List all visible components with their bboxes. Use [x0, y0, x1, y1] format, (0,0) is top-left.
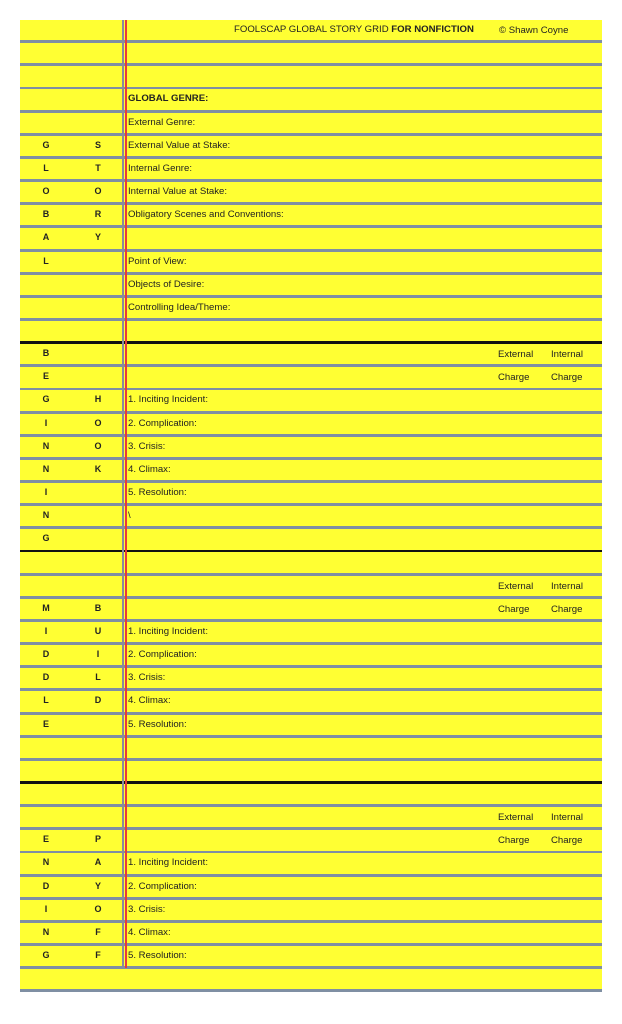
grid-row — [20, 784, 602, 807]
vertical-letter-left: M — [42, 602, 50, 613]
row-label: Internal Value at Stake: — [128, 186, 228, 198]
vertical-letter-right: H — [94, 394, 102, 405]
grid-row — [20, 877, 602, 900]
grid-row — [20, 89, 602, 112]
vertical-letter-left: E — [42, 371, 49, 382]
header-row — [20, 20, 602, 43]
grid-row — [20, 969, 602, 992]
row-label: 3. Crisis: — [128, 440, 166, 452]
grid-row — [20, 923, 602, 946]
grid-row — [20, 159, 602, 182]
external-charge-label: Charge — [498, 835, 530, 847]
grid-row — [20, 228, 602, 251]
vertical-letter-left: I — [44, 625, 48, 636]
grid-row — [20, 599, 602, 622]
row-label: 5. Resolution: — [128, 718, 187, 730]
vertical-letter-right: R — [94, 209, 102, 220]
grid-row — [20, 113, 602, 136]
vertical-letter-left: O — [42, 186, 50, 197]
grid-row — [20, 390, 602, 413]
copyright-text: © Shawn Coyne — [499, 25, 569, 36]
row-label: 4. Climax: — [128, 695, 171, 707]
row-label: Internal Genre: — [128, 162, 192, 174]
grid-row — [20, 43, 602, 66]
grid-row — [20, 853, 602, 876]
vertical-letter-left: G — [42, 139, 50, 150]
grid-row — [20, 691, 602, 714]
vertical-letter-right: Y — [94, 232, 101, 243]
grid-row — [20, 460, 602, 483]
grid-row — [20, 437, 602, 460]
vertical-letter-left: D — [42, 880, 50, 891]
grid-row — [20, 367, 602, 390]
vertical-letter-right: D — [94, 695, 102, 706]
vertical-letter-right: K — [94, 463, 102, 474]
vertical-letter-right: F — [95, 926, 101, 937]
row-label: Controlling Idea/Theme: — [128, 301, 231, 313]
sheet-title: FOOLSCAP GLOBAL STORY GRID FOR NONFICTION — [234, 24, 474, 35]
vertical-letter-right: S — [94, 139, 101, 150]
grid-row — [20, 946, 602, 969]
grid-row — [20, 298, 602, 321]
external-charge-label: Charge — [498, 372, 530, 384]
grid-row — [20, 900, 602, 923]
internal-charge-label: Charge — [551, 603, 583, 615]
grid-row — [20, 622, 602, 645]
grid-row — [20, 552, 602, 575]
story-grid-sheet — [20, 20, 602, 968]
row-label: Point of View: — [128, 255, 187, 267]
margin-line-red — [125, 20, 127, 968]
grid-row — [20, 414, 602, 437]
row-label: 5. Resolution: — [128, 950, 187, 961]
row-label: 4. Climax: — [128, 463, 171, 475]
row-label: GLOBAL GENRE: — [128, 93, 209, 105]
grid-row — [20, 275, 602, 298]
vertical-letter-left: N — [42, 857, 50, 868]
row-label: \ — [128, 510, 131, 522]
row-label: 1. Inciting Incident: — [128, 394, 208, 406]
vertical-letter-left: N — [42, 463, 50, 474]
row-label: Objects of Desire: — [128, 278, 205, 290]
row-label: 1. Inciting Incident: — [128, 625, 208, 637]
vertical-letter-right: B — [94, 602, 102, 613]
vertical-letter-left: D — [42, 649, 50, 660]
vertical-letter-left: N — [42, 926, 50, 937]
vertical-letter-right: O — [94, 417, 102, 428]
internal-charge-label: Internal — [551, 580, 583, 592]
vertical-letter-left: E — [42, 718, 49, 729]
grid-row — [20, 715, 602, 738]
vertical-letter-left: I — [44, 417, 48, 428]
vertical-letter-left: N — [42, 510, 50, 521]
vertical-letter-right: P — [94, 834, 101, 845]
vertical-letter-left: L — [43, 255, 49, 266]
vertical-letter-left: I — [44, 487, 48, 497]
vertical-letter-left: I — [44, 903, 48, 914]
external-charge-label: Charge — [498, 603, 530, 615]
vertical-letter-right: O — [94, 440, 102, 451]
row-label: 4. Climax: — [128, 926, 171, 938]
grid-row — [20, 205, 602, 228]
grid-row — [20, 645, 602, 668]
row-label: External Genre: — [128, 116, 196, 128]
vertical-letter-right: U — [94, 625, 102, 636]
vertical-letter-right: A — [94, 857, 102, 868]
margin-line-gray — [122, 20, 124, 968]
vertical-letter-right: Y — [94, 880, 101, 891]
vertical-letter-left: B — [42, 348, 50, 359]
vertical-letter-right: O — [94, 186, 102, 197]
row-label: 3. Crisis: — [128, 903, 166, 915]
vertical-letter-right: O — [94, 903, 102, 914]
vertical-letter-left: L — [43, 162, 49, 173]
grid-row — [20, 344, 602, 367]
grid-row — [20, 182, 602, 205]
vertical-letter-right: L — [95, 672, 101, 683]
row-label: 2. Complication: — [128, 649, 197, 661]
vertical-letter-left: A — [42, 232, 50, 243]
row-label: 5. Resolution: — [128, 487, 187, 498]
grid-row — [20, 576, 602, 599]
grid-row — [20, 66, 602, 89]
vertical-letter-left: L — [43, 695, 49, 706]
grid-row — [20, 136, 602, 159]
vertical-letter-left: G — [42, 394, 50, 405]
grid-row — [20, 483, 602, 506]
vertical-letter-right: F — [95, 950, 101, 960]
vertical-letter-left: G — [42, 533, 50, 544]
grid-row — [20, 738, 602, 761]
vertical-letter-right: T — [95, 162, 101, 173]
row-label: 1. Inciting Incident: — [128, 857, 208, 869]
internal-charge-label: Charge — [551, 835, 583, 847]
grid-row — [20, 252, 602, 275]
row-label: 2. Complication: — [128, 880, 197, 892]
internal-charge-label: Internal — [551, 812, 583, 824]
row-label: External Value at Stake: — [128, 139, 231, 151]
grid-row — [20, 807, 602, 830]
grid-row — [20, 830, 602, 853]
grid-row — [20, 761, 602, 784]
vertical-letter-left: B — [42, 209, 50, 220]
grid-row — [20, 506, 602, 529]
internal-charge-label: Internal — [551, 349, 583, 361]
row-label: 3. Crisis: — [128, 672, 166, 684]
grid-row — [20, 321, 602, 344]
grid-row — [20, 668, 602, 691]
internal-charge-label: Charge — [551, 372, 583, 384]
vertical-letter-right: I — [96, 649, 100, 660]
vertical-letter-left: D — [42, 672, 50, 683]
external-charge-label: External — [498, 812, 534, 824]
vertical-letter-left: N — [42, 440, 50, 451]
row-label: Obligatory Scenes and Conventions: — [128, 209, 284, 221]
external-charge-label: External — [498, 349, 534, 361]
row-label: 2. Complication: — [128, 417, 197, 429]
external-charge-label: External — [498, 580, 534, 592]
vertical-letter-left: G — [42, 950, 50, 960]
vertical-letter-left: E — [42, 834, 49, 845]
grid-row — [20, 529, 602, 552]
